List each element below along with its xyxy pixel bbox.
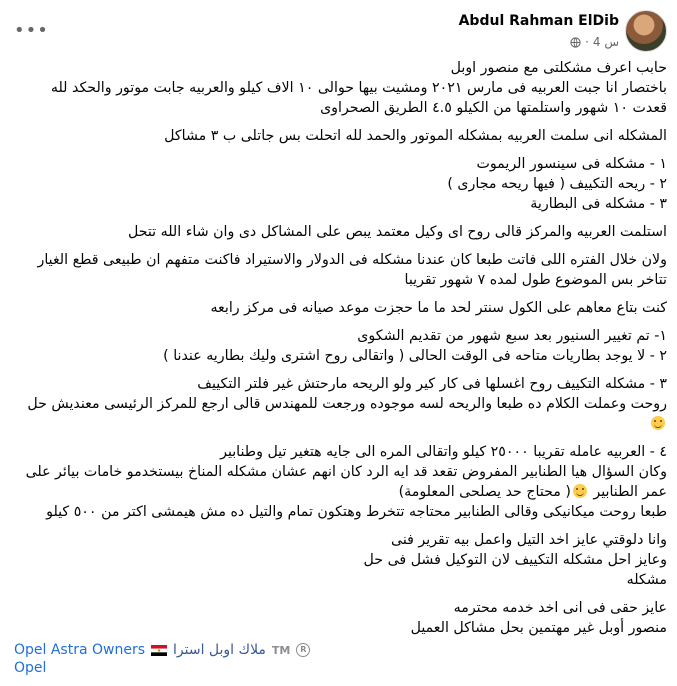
separator-dot: · xyxy=(585,35,589,49)
paragraph-3 xyxy=(17,154,667,214)
post-meta xyxy=(570,35,619,49)
paragraph-9 xyxy=(17,442,667,522)
egypt-flag-icon xyxy=(151,645,167,656)
post-line: وانا دلوقتي عايز اخد التيل واعمل بيه تقرير فنى xyxy=(391,532,667,548)
smile-emoji-icon xyxy=(651,416,665,430)
more-options-icon[interactable]: ••• xyxy=(14,20,49,41)
post-header xyxy=(0,8,677,56)
post-line: باختصار انا جبت العربيه فى مارس ٢٠٢١ ومشيت بيها حوالى ١٠ الاف كيلو والعربيه جابت موتور والحكد لله xyxy=(50,80,667,96)
post-text: وكان السؤال هيا الطنابير المفروض تقعد قد ايه الرد كان انهم عشان مشكله المناخ بيستخدمو خامات بيائر على عمر الطنابير xyxy=(25,464,667,500)
author-name[interactable]: Abdul Rahman ElDib xyxy=(458,13,619,29)
group-link[interactable] xyxy=(14,642,310,676)
paragraph-5 xyxy=(17,250,667,290)
post-line: ولان خلال الفتره اللى فاتت طبعا كان عندنا مشكله فى الدولار والاستيراد فاكنت متفهم ان طبيعى قطع الغيار تتاخر بس الموضوع طول لمده ٧ شهور تقريبا xyxy=(37,252,667,288)
post-line: ٤ - العربيه عامله تقريبا ٢٥٠٠٠ كيلو واتقالى المره الى جايه هتغير تيل وطنابير xyxy=(220,444,667,460)
post-line: ٢ - ريحه التكييف ( فيها ريحه مجارى ) xyxy=(447,176,667,192)
post-body xyxy=(17,58,667,646)
post-line: قعدت ١٠ شهور واستلمتها من الكيلو ٤.٥ الطريق الصحراوى xyxy=(320,100,667,116)
globe-icon xyxy=(570,37,581,48)
post-line xyxy=(17,462,667,502)
post-line: وعايز احل مشكله التكييف لان التوكيل فشل فى حل xyxy=(363,552,667,568)
post-text: روحت وعملت الكلام ده طبعا والريحه لسه موجوده ورجعت للمهندس قالى ارجع للمركز الرئيسى معنديش حل xyxy=(27,396,667,412)
paragraph-1 xyxy=(17,58,667,118)
paragraph-6 xyxy=(17,298,667,318)
paragraph-7 xyxy=(17,326,667,366)
post-text: ( محتاج حد يصلحى المعلومة) xyxy=(398,484,571,500)
paragraph-8 xyxy=(17,374,667,434)
post-line: منصور أوبل غير مهتمين بحل مشاكل العميل xyxy=(410,620,667,636)
post-line: ١- تم تغيير السنيور بعد سبع شهور من تقديم الشكوى xyxy=(357,328,667,344)
paragraph-2 xyxy=(17,126,667,146)
paragraph-4 xyxy=(17,222,667,242)
group-name-line2[interactable]: Opel xyxy=(14,660,47,676)
post-line: عايز حقى فى انى اخد خدمه محترمه xyxy=(453,600,667,616)
post-line: استلمت العربيه والمركز قالى روح اى وكيل معتمد يبص على المشاكل دى وان شاء الله تتحل xyxy=(127,224,667,240)
post-line: ١ - مشكله فى سينسور الريموت xyxy=(476,156,667,172)
post-line: حابب اعرف مشكلتى مع منصور اوبل xyxy=(450,60,667,76)
post-line: طبعا روحت ميكانيكى وقالى الطنابير محتاجه تتخرط وهتكون تمام والتيل ده مش هيمشى اكتر من ٥٠٠ كيلو xyxy=(46,504,667,520)
paragraph-11 xyxy=(17,598,667,638)
post-line: ٣ - مشكله التكييف روح اغسلها فى كار كير ولو الريحه مارحتش غير فلتر التكييف xyxy=(197,376,667,392)
post-time[interactable]: 4 س xyxy=(592,35,619,49)
smile-emoji-icon xyxy=(573,484,587,498)
registered-symbol: R xyxy=(296,643,310,657)
post-line: المشكله انى سلمت العربيه بمشكله الموتور والحمد لله اتحلت بس جاتلى ب ٣ مشاكل xyxy=(164,128,667,144)
post-line xyxy=(17,394,667,434)
group-name-en[interactable]: Opel Astra Owners xyxy=(14,642,146,658)
group-row xyxy=(14,642,310,658)
trademark-symbol: TM xyxy=(271,643,291,657)
group-name-ar[interactable]: ملاك اوبل استرا xyxy=(173,642,266,658)
post-line: ٣ - مشكله فى البطارية xyxy=(530,196,667,212)
avatar[interactable] xyxy=(625,10,667,52)
paragraph-10 xyxy=(17,530,667,590)
post-line: ٢ - لا يوجد بطاريات متاحه فى الوقت الحالى ( واتقالى روح اشترى وليك بطاريه عندنا ) xyxy=(163,348,667,364)
post-line: كنت بتاع معاهم على الكول سنتر لحد ما ما حجزت موعد صيانه فى مركز رابعه xyxy=(210,300,667,316)
post-line: مشكله xyxy=(626,572,667,588)
